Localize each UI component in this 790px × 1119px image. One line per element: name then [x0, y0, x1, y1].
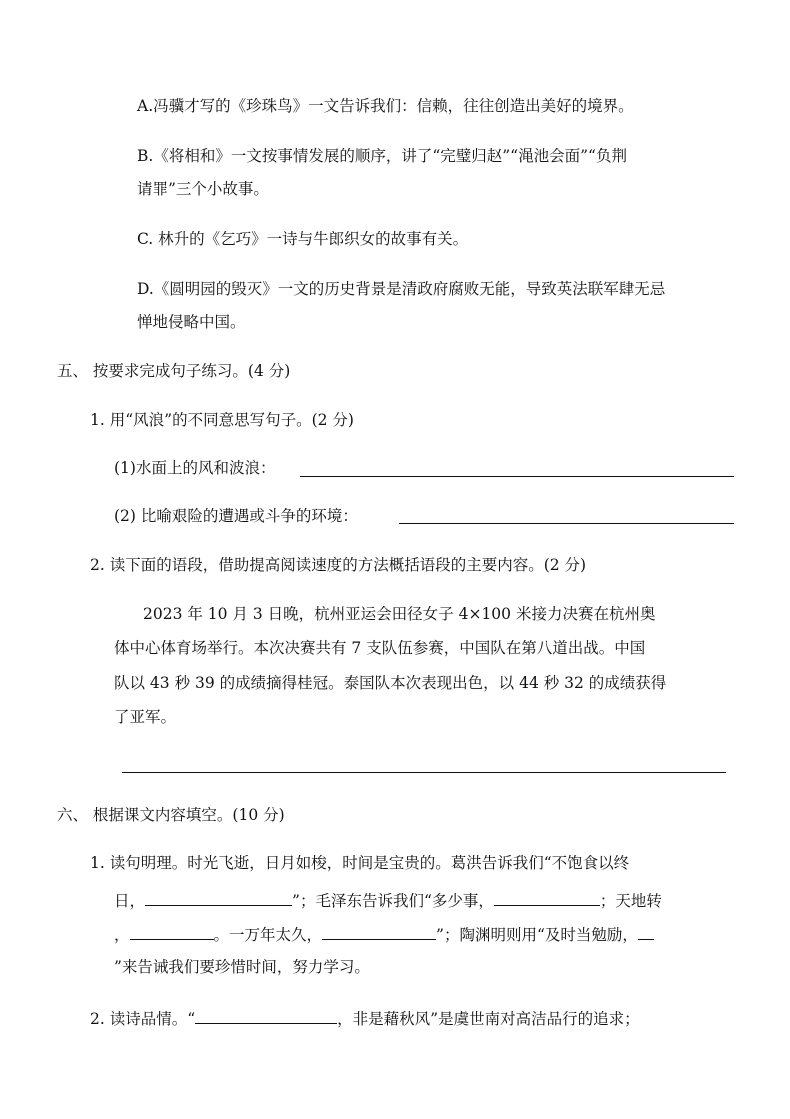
passage-line-1: 2023 年 10 月 3 日晚，杭州亚运会田径女子 4×100 米接力决赛在杭州奥: [143, 605, 656, 623]
choice-d-line2: 惮地侵略中国。: [137, 313, 246, 331]
section-5-heading: 五、 按要求完成句子练习。(4 分): [57, 362, 291, 380]
blank-3[interactable]: [130, 922, 214, 940]
section-5-q1-part-1: (1)水面上的风和波浪：: [114, 459, 276, 477]
choice-b-line2: 请罪”三个小故事。: [137, 180, 269, 198]
section-6-q1-line3: [114, 922, 654, 945]
section-5-q1-part-2: (2) 比喻艰险的遭遇或斗争的环境：: [114, 507, 358, 525]
q2-text-b: ，非是藉秋风”是虞世南对高洁品行的追求；: [337, 1010, 640, 1028]
passage-line-3: 队以 43 秒 39 的成绩摘得桂冠。泰国队本次表现出色，以 44 秒 32 的成绩获得: [114, 674, 667, 692]
passage-line-2: 体中心体育场举行。本次决赛共有 7 支队伍参赛，中国队在第八道出战。中国: [114, 639, 646, 657]
section-6-q1-line4: ”来告诫我们要珍惜时间，努力学习。: [114, 958, 370, 976]
choice-a: A.冯骥才写的《珍珠鸟》一文告诉我们：信赖，往往创造出美好的境界。: [137, 97, 634, 115]
blank-6[interactable]: [195, 1006, 337, 1024]
blank-4[interactable]: [322, 922, 436, 940]
blank-2[interactable]: [494, 888, 600, 906]
answer-line-q1-part-2[interactable]: [399, 523, 734, 524]
q1-line3-text-a: ，: [114, 926, 130, 944]
choice-c: C. 林升的《乞巧》一诗与牛郎织女的故事有关。: [137, 230, 469, 248]
answer-line-q1-part-1[interactable]: [300, 476, 734, 477]
blank-1[interactable]: [145, 888, 292, 906]
section-5-question-2: 2. 读下面的语段，借助提高阅读速度的方法概括语段的主要内容。(2 分): [90, 556, 587, 574]
section-6-heading: 六、 根据课文内容填空。(10 分): [57, 806, 285, 824]
answer-line-summary[interactable]: [122, 772, 726, 773]
q2-text-a: 2. 读诗品情。“: [90, 1010, 196, 1028]
q1-line3-text-b: 。一万年太久，: [213, 926, 323, 944]
section-6-q1-line2: [114, 888, 662, 911]
q1-line2-text-a: 日，: [114, 892, 146, 910]
section-5-question-1: 1. 用“风浪”的不同意思写句子。(2 分): [90, 411, 354, 429]
section-6-q1-line1: 1. 读句明理。时光飞逝，日月如梭，时间是宝贵的。葛洪告诉我们“不饱食以终: [90, 854, 630, 872]
blank-5[interactable]: [638, 922, 654, 940]
choice-d-line1: D.《圆明园的毁灭》一文的历史背景是清政府腐败无能，导致英法联军肆无忌: [137, 280, 666, 298]
q1-line2-text-b: ”；毛泽东告诉我们“多少事，: [292, 892, 494, 910]
passage-line-4: 了亚军。: [114, 708, 177, 726]
section-6-q2-line1: [90, 1006, 640, 1029]
q1-line3-text-c: ”；陶渊明则用“及时当勉励，: [436, 926, 638, 944]
q1-line2-text-c: ；天地转: [599, 892, 662, 910]
choice-b-line1: B.《将相和》一文按事情发展的顺序，讲了“完璧归赵”“渑池会面”“负荆: [137, 147, 627, 165]
